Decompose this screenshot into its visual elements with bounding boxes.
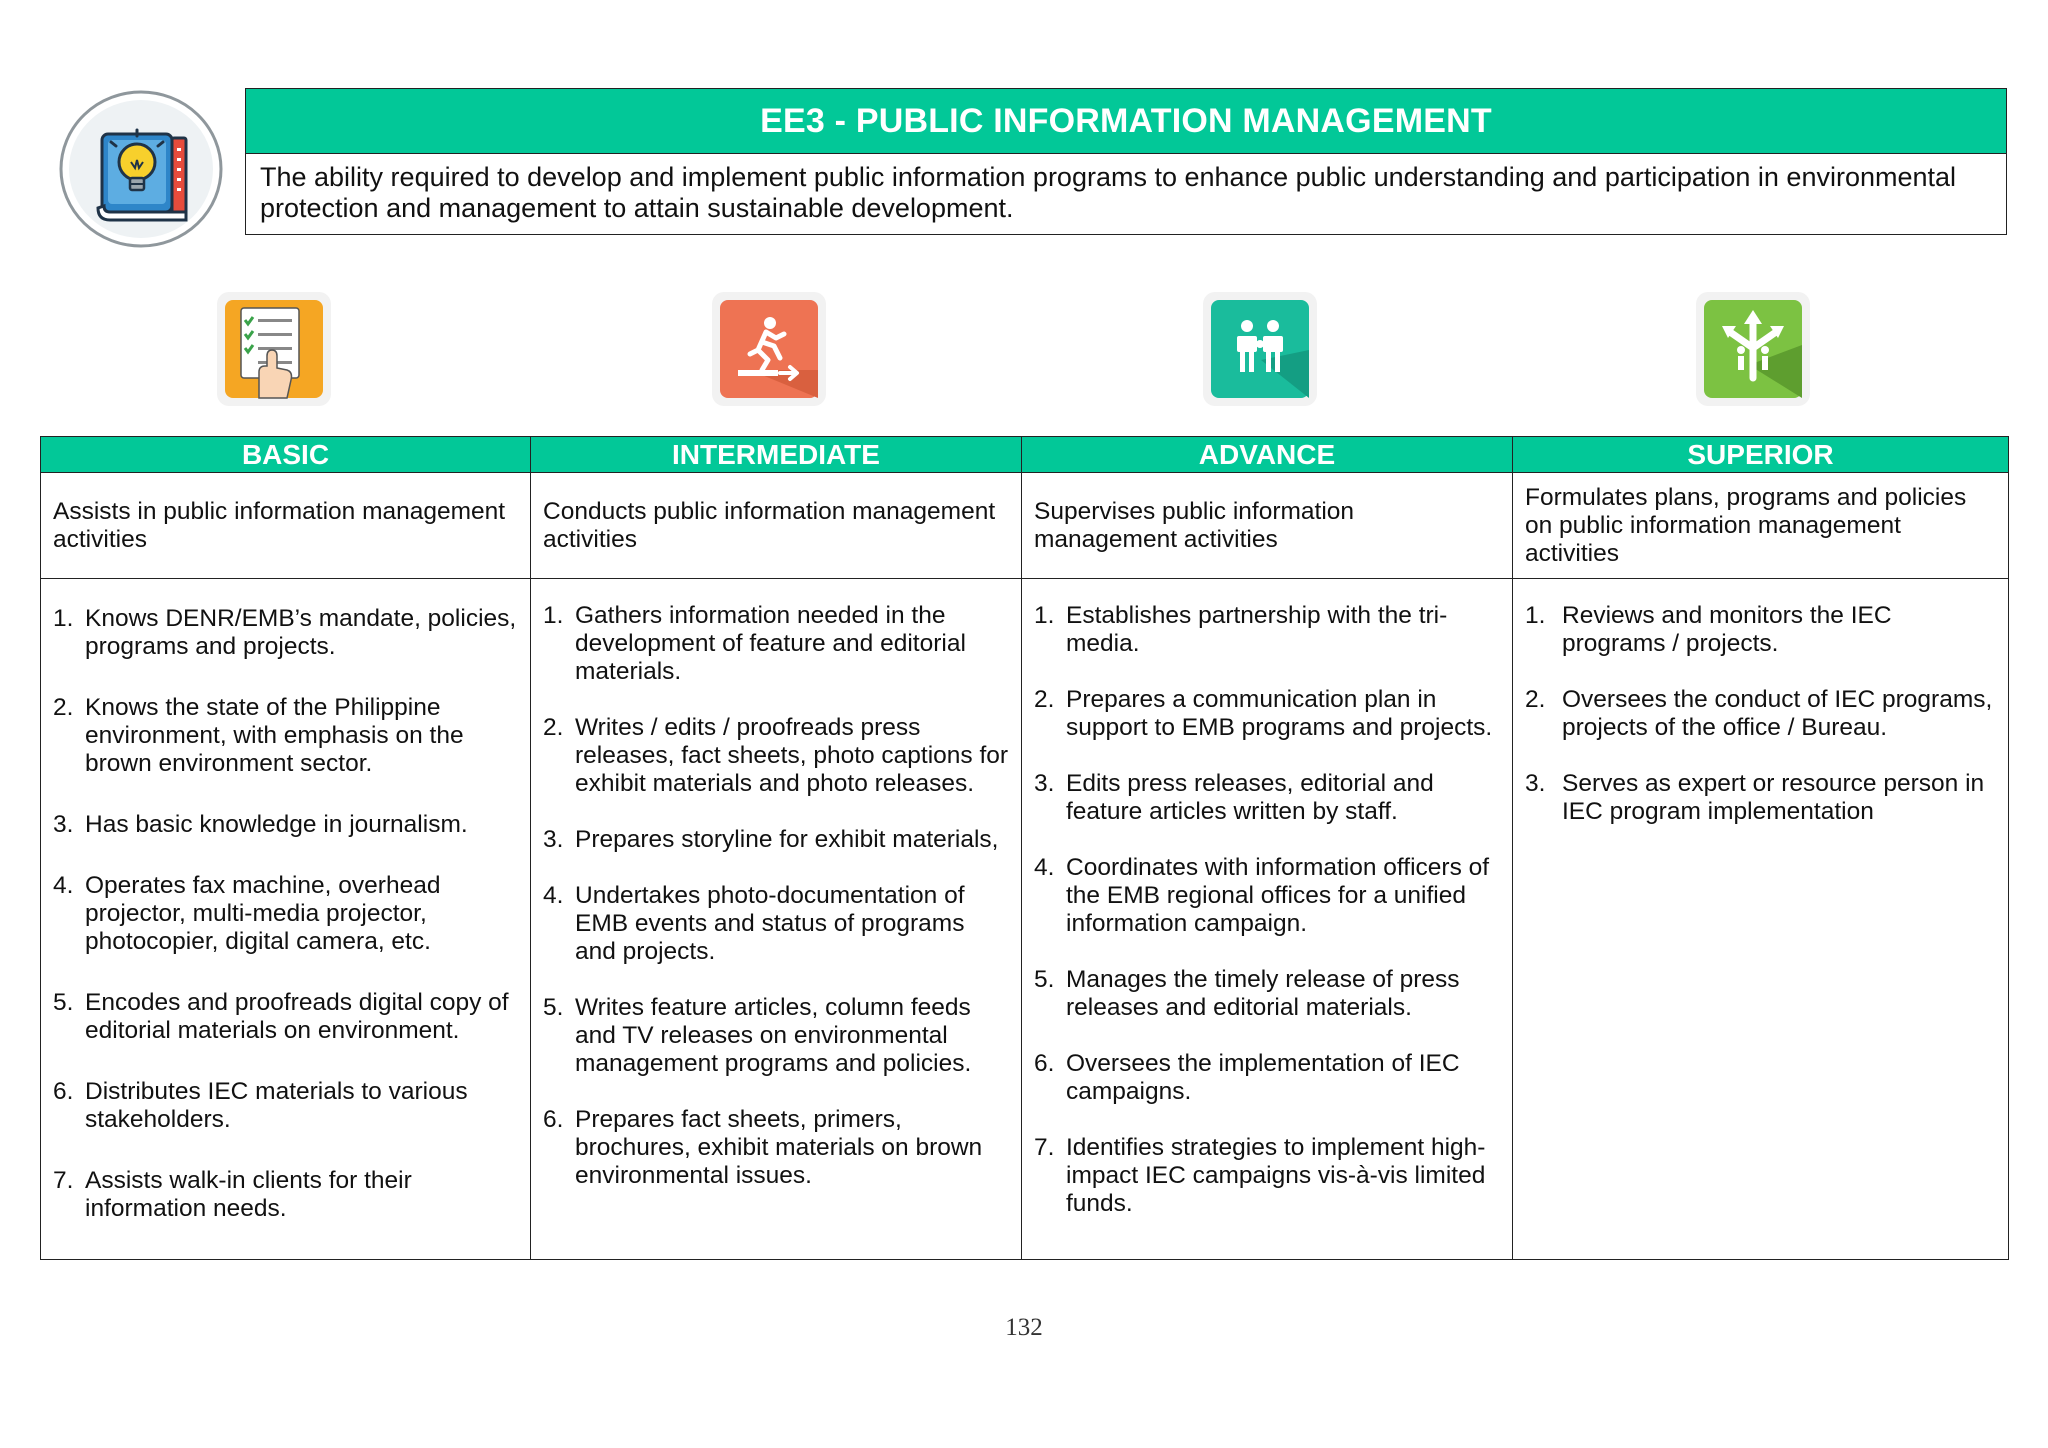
list-item: 2. Writes / edits / proofreads press releases, fact sheets, photo captions for exhibit materials and photo releases. — [543, 714, 1009, 797]
level-items-intermediate — [531, 579, 1022, 1260]
branching-arrows-icon — [1694, 290, 1812, 408]
level-header-intermediate: INTERMEDIATE — [531, 437, 1022, 473]
running-man-step-icon — [710, 290, 828, 408]
competency-list-superior — [1525, 602, 1998, 826]
page-number: 132 — [1005, 1314, 1043, 1341]
lightbulb-book-icon — [58, 90, 224, 248]
proficiency-levels-table — [40, 436, 2009, 1260]
people-puzzle-icon — [1201, 290, 1319, 408]
list-item: 1. Gathers information needed in the development of feature and editorial materials. — [543, 602, 966, 685]
list-item: 6. Prepares fact sheets, primers, brochures, exhibit materials on brown environmental issues. — [543, 1106, 983, 1189]
level-header-basic: BASIC — [41, 437, 531, 473]
level-items-row — [41, 579, 2009, 1260]
list-item: 1. Knows DENR/EMB’s mandate, policies, programs and projects. — [53, 605, 517, 660]
list-item: 3. Has basic knowledge in journalism. — [53, 811, 468, 838]
level-header-row — [41, 437, 2009, 473]
level-summary-intermediate: Conducts public information management activities — [531, 473, 1022, 579]
competency-title: EE3 - PUBLIC INFORMATION MANAGEMENT — [246, 89, 2006, 154]
list-item: 5. Manages the timely release of press releases and editorial materials. — [1034, 966, 1460, 1021]
level-header-superior: SUPERIOR — [1513, 437, 2009, 473]
checklist-hand-icon — [215, 290, 333, 408]
list-item: 2. Prepares a communication plan in support to EMB programs and projects. — [1034, 686, 1493, 741]
competency-description: The ability required to develop and implement public information programs to enhance public understanding and participation in environmental protection and management to attain sustainable development. — [260, 162, 1957, 223]
list-item: 3. Serves as expert or resource person in IEC program implementation — [1525, 770, 1985, 825]
list-item: 5. Encodes and proofreads digital copy of editorial materials on environment. — [53, 989, 509, 1044]
list-item: 4. Coordinates with information officers of the EMB regional offices for a unified information campaign. — [1034, 854, 1490, 937]
level-header-advance: ADVANCE — [1022, 437, 1513, 473]
level-items-superior — [1513, 579, 2009, 1260]
level-items-basic — [41, 579, 531, 1260]
level-summary-basic: Assists in public information management activities — [41, 473, 531, 579]
list-item: 2. Knows the state of the Philippine environment, with emphasis on the brown environment sector. — [53, 694, 464, 777]
list-item: 2. Oversees the conduct of IEC programs, projects of the office / Bureau. — [1525, 686, 1993, 741]
list-item: 6. Oversees the implementation of IEC campaigns. — [1034, 1050, 1460, 1105]
level-items-advance — [1022, 579, 1513, 1260]
competency-list-intermediate — [543, 602, 1011, 1190]
level-summary-advance: Supervises public information management activities — [1022, 473, 1513, 579]
list-item: 1. Establishes partnership with the tri-media. — [1034, 602, 1448, 657]
list-item: 3. Prepares storyline for exhibit materials, — [543, 826, 999, 853]
list-item: 7. Identifies strategies to implement high-impact IEC campaigns vis-à-vis limited funds. — [1034, 1134, 1486, 1217]
competency-list-basic — [53, 605, 520, 1223]
level-summary-row — [41, 473, 2009, 579]
list-item: 3. Edits press releases, editorial and feature articles written by staff. — [1034, 770, 1434, 825]
list-item: 7. Assists walk-in clients for their information needs. — [53, 1167, 412, 1222]
list-item: 6. Distributes IEC materials to various stakeholders. — [53, 1078, 468, 1133]
competency-list-advance — [1034, 602, 1502, 1218]
list-item: 4. Operates fax machine, overhead projector, multi-media projector, photocopier, digital camera, etc. — [53, 872, 441, 955]
list-item: 1. Reviews and monitors the IEC programs / projects. — [1525, 602, 1892, 657]
level-summary-superior: Formulates plans, programs and policies on public information management activities — [1513, 473, 2009, 579]
competency-header — [245, 88, 2007, 235]
list-item: 5. Writes feature articles, column feeds and TV releases on environmental management programs and policies. — [543, 994, 972, 1077]
list-item: 4. Undertakes photo-documentation of EMB events and status of programs and projects. — [543, 882, 965, 965]
